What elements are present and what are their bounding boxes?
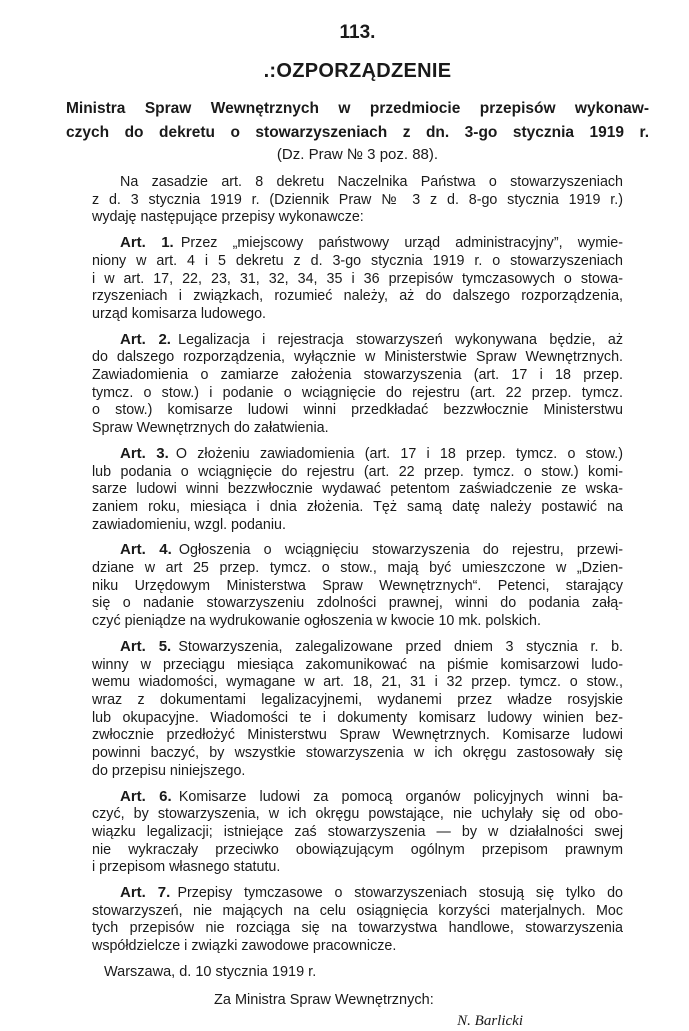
- text-line: [92, 271, 623, 289]
- text-line: [92, 481, 623, 499]
- text-line: [92, 234, 623, 253]
- article-text: o stow.) komisarze ludowi winni przedkładać bezzwłocznie Ministerstwu: [92, 402, 623, 419]
- article-3: [92, 445, 623, 535]
- text-line: [92, 788, 623, 807]
- text-line: [92, 445, 623, 464]
- article-text: współdzielcze i związki zawodowe pracownicze.: [92, 938, 397, 955]
- text-line: [92, 464, 623, 482]
- subtitle-line: Ministra Spraw Wewnętrznych w przedmiocie przepisów wykonaw-: [66, 100, 649, 117]
- text-line: [92, 560, 623, 578]
- document-title: .:OZPORZĄDZENIE: [263, 60, 452, 82]
- article-text: czyć pieniądze na wydrukowanie ogłoszenia w kwocie 10 mk. polskich.: [92, 613, 541, 630]
- text-line: [92, 938, 623, 956]
- text-line: [92, 288, 623, 306]
- text-line: [92, 657, 623, 675]
- article-6: [92, 788, 623, 878]
- article-text: wiązku legalizacji; istniejące zaś stowarzyszenia — by w działalności swej: [92, 823, 623, 840]
- text-line: [92, 578, 623, 596]
- article-text: urząd komisarza ludowego.: [92, 305, 267, 322]
- text-line: [92, 331, 623, 350]
- article-text: Komisarze ludowi za pomocą organów policyjnych winni ba-: [178, 788, 623, 805]
- text-line: [92, 499, 623, 517]
- article-text: dziane w art 25 przep. tymcz. o stow., mają być umieszczone w „Dzien-: [92, 560, 623, 577]
- article-text: Spraw Wewnętrznych do załatwienia.: [92, 420, 329, 437]
- article-text: nie wykraczały przeciwko obowiązującym ogólnym przepisom prawnym: [92, 841, 623, 858]
- article-text: Legalizacja i rejestracja stowarzyszeń wykonywana będzie, aż: [178, 331, 623, 348]
- text-line: [92, 613, 623, 631]
- text-line: [92, 349, 623, 367]
- text-line: [92, 842, 623, 860]
- subtitle-line: czych do dekretu o stowarzyszeniach z dn. 3-go stycznia 1919 r.: [66, 124, 649, 141]
- article-text: Stowarzyszenia, zalegalizowane przed dniem 3 stycznia r. b.: [178, 638, 623, 655]
- text-line: [92, 402, 623, 420]
- text-line: [92, 674, 623, 692]
- article-text: rzyszeniach i związkach, rozumieć należy, aż do dalszego rozporządzenia,: [92, 288, 623, 305]
- article-text: tych przepisów nie rozciąga się na towarzystwa handlowe, stowarzyszenia: [92, 920, 623, 937]
- article-1: [92, 234, 623, 324]
- article-4: [92, 541, 623, 631]
- text-line: [92, 517, 623, 535]
- article-text: winny w przeciągu miesiąca zakomunikować na piśmie komisarzowi ludo-: [92, 656, 623, 673]
- text-line: [92, 920, 623, 938]
- article-label: Art. 2.: [120, 330, 171, 348]
- article-text: do dalszego rozporządzenia, wyłącznie w Ministerstwie Spraw Wewnętrznych.: [92, 349, 623, 366]
- articles: [92, 234, 623, 956]
- text-line: [92, 638, 623, 657]
- article-2: [92, 331, 623, 438]
- page-number: 113.: [339, 22, 376, 43]
- article-text: tymcz. o stow.) i podanie o wciągnięcie do rejestru (art. 22 przep. tymcz.: [92, 384, 623, 401]
- text-line: [92, 727, 623, 745]
- article-text: niku Urzędowym Ministerstwa Spraw Wewnętrznych“. Petenci, starający: [92, 577, 623, 594]
- article-label: Art. 4.: [120, 541, 172, 559]
- text-line: [92, 859, 623, 877]
- article-text: lub okupacyjne. Wiadomości te i dokumenty komisarz ludowy winien bez-: [92, 709, 623, 726]
- text-line: Na zasadzie art. 8 dekretu Naczelnika Państwa o stowarzyszeniach: [120, 174, 623, 190]
- text-line: [92, 692, 623, 710]
- text-line: [92, 385, 623, 403]
- article-label: Art. 3.: [120, 444, 169, 462]
- text-line: [92, 595, 623, 613]
- article-text: się o nadanie stowarzyszeniu zdolności prawnej, winni do podania załą-: [92, 595, 623, 612]
- article-7: [92, 884, 623, 956]
- document-body: [92, 174, 623, 1031]
- article-text: zawiadomieniu, wzgl. podaniu.: [92, 516, 286, 533]
- article-text: stowarzyszeń, nie mających na celu osiągnięcia korzyści materjalnych. Moc: [92, 902, 623, 919]
- article-text: wemu wiadomości, wymagane w art. 18, 21, 31 i 32 przep. tymcz. o stow.,: [92, 674, 623, 691]
- article-text: niony w art. 4 i 5 dekretu z d. 3-go stycznia 1919 r. o stowarzyszeniach: [92, 252, 623, 269]
- text-line: [92, 806, 623, 824]
- article-text: wraz z dokumentami legalizacyjnemi, wydanemi przez władze rosyjskie: [92, 691, 623, 708]
- text-line: [92, 884, 623, 903]
- document-subtitle: [66, 97, 649, 145]
- article-text: lub podania o wciągnięcie do rejestru (art. 22 przep. tymcz. o stow.) komi-: [92, 463, 623, 480]
- article-text: i w art. 17, 22, 23, 31, 32, 34, 35 i 36 przepisów tymczasowych o stowa-: [92, 270, 623, 287]
- article-label: Art. 6.: [120, 787, 172, 805]
- article-text: Ogłoszenia o wciągnięciu stowarzyszenia do rejestru, przewi-: [178, 542, 623, 559]
- text-line: [92, 306, 623, 324]
- date-line: Warszawa, d. 10 stycznia 1919 r.: [104, 963, 317, 980]
- article-label: Art. 5.: [120, 637, 172, 655]
- text-line: [92, 710, 623, 728]
- text-line: [92, 253, 623, 271]
- article-text: zaniem roku, miesiąca i dnia złożenia. Tęż samą datę należy postawić na: [92, 498, 623, 515]
- article-text: sarze ludowi winni bezzwłocznie wydawać petentom zaświadczenie ze wska-: [92, 481, 623, 498]
- article-text: i przepisom własnego statutu.: [92, 859, 281, 876]
- article-text: Przepisy tymczasowe o stowarzyszeniach stosują się tylko do: [177, 885, 623, 902]
- journal-reference: (Dz. Praw № 3 poz. 88).: [276, 146, 439, 163]
- signature-office: Za Ministra Spraw Wewnętrznych:: [214, 991, 434, 1008]
- article-text: Zawiadomienia o zamiarze założenia stowarzyszenia (art. 17 i 18 przep.: [92, 367, 623, 384]
- text-line: [92, 367, 623, 385]
- article-text: do przepisu niniejszego.: [92, 762, 246, 779]
- text-line: [92, 541, 623, 560]
- article-text: Przez „miejscowy państwowy urząd administracyjny”, wymie-: [180, 235, 623, 252]
- text-line: [92, 903, 623, 921]
- signature-name: N. Barlicki: [457, 1013, 523, 1030]
- article-text: zwłocznie przedłożyć Ministerstwu Spraw Wewnętrznych. Komisarze ludowi: [92, 727, 623, 744]
- text-line: [92, 824, 623, 842]
- text-line: wydaję następujące przepisy wykonawcze:: [92, 209, 364, 226]
- article-text: czyć, by stowarzyszenia, w ich okręgu powstające, nie uchylały się od obo-: [92, 806, 623, 823]
- article-text: O złożeniu zawiadomienia (art. 17 i 18 przep. tymcz. o stow.): [175, 445, 623, 462]
- article-text: powinni baczyć, by wszystkie stowarzyszenia w ich okręgu zastosowały się: [92, 745, 623, 762]
- text-line: [92, 745, 623, 763]
- article-label: Art. 1.: [120, 234, 174, 252]
- text-line: [92, 420, 623, 438]
- article-label: Art. 7.: [120, 884, 171, 902]
- article-5: [92, 638, 623, 781]
- text-line: z d. 3 stycznia 1919 r. (Dziennik Praw № 3 z d. 8-go stycznia 1919 r.): [92, 191, 623, 208]
- text-line: [92, 763, 623, 781]
- intro-paragraph: [92, 174, 623, 227]
